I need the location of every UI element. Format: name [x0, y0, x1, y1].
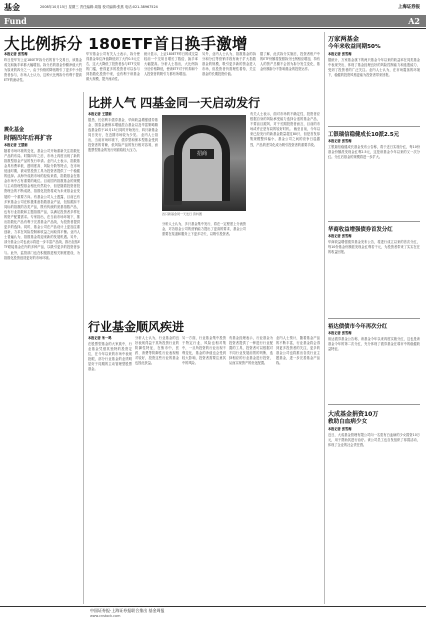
- left-body: 随着市场环境的变化，基金公司开始重新关注指数化产品的布局。时隔四年之后，市场上再度出现了新的指数型基金产品的发行申请。业内人士表示，指数基金具有费率低、透明度高、风险分散等特点，在市场低迷时期，被动型投资工具为投资者提供了一个稳健的选择。从海外成熟市场的经验来看，指数基金在基金市场中占有重要的地位。目前国内指数基金的规模与主动管理型基金相比仍然较小，但是随着投资者投资理念的不断成熟，指数化投资将成为未来基金业发展的一个重要方向。有基金公司人士透露，目前已有多家基金公司在积极准备指数基金产品，包括跟踪不同标的指数的各类产品，既有传统的宽基指数产品，也有行业指数和主题指数产品，以满足投资者多样化的资产配置需求。专家指出，在当前市场环境下，推出指数化产品有利于完善基金产品线，为投资者提供更多的选择。同时，基金公司在产品设计上更加注重创新，力求在风险控制和收益之间取得平衡。业内人士普遍认为，指数基金将迎来新的发展机遇。另外，部分基金公司也表示将进一步丰富产品线，推出包括ETF联接基金在内的多种产品，以吸引更多的投资者参与。此外，监管部门也在积极推进相关制度建设，为指数化投资创造更好的市场环境。: [4, 148, 80, 260]
- left-kicker: 震化基金: [4, 127, 25, 133]
- lead-column-2: [86, 52, 140, 90]
- sidebar-1-subhead: 今年来收益同期50%: [328, 44, 381, 50]
- sidebar-byline: 本报记者 张雪梅: [328, 52, 352, 56]
- lead-column-3: [144, 52, 198, 90]
- sidebar-4-text: [328, 331, 420, 399]
- section-bar: [0, 15, 426, 27]
- sidebar-body: 裕达债券基金公告称，该基金今年以来再度实施分红，这也是该基金今年的第二次分红，充分体现了债券基金在弱市中的稳健收益特征。: [328, 336, 420, 351]
- left-byline: 本报记者 王慧娟: [4, 143, 28, 147]
- story2-column-2: [162, 222, 246, 312]
- sidebar-separator: [328, 318, 420, 319]
- sidebar-5-text: [328, 427, 420, 603]
- sidebar-body: 华商收益增强债券基金发布公告，将进行成立以来的首次分红，每10份基金份额派发现金红利若干元，为投资者带来了实实在在的收益回报。: [328, 239, 420, 254]
- lead-byline: 本报记者 张雪梅: [4, 52, 28, 56]
- story2-headline: 比拼人气 四基金同一天启动发行: [88, 96, 261, 110]
- story2-text: 业内人士指出，当前市场环境下，债券型和保本型基金受到投资者的青睐，低风险产品的发行相对容易，而股票型基金的发行则面临较大压力。: [88, 132, 158, 153]
- sidebar-3-headline: 华商收益增强债券首发分红: [328, 227, 393, 233]
- story3-column-1: [88, 336, 132, 602]
- sidebar-byline: 本报记者 张雪梅: [328, 139, 352, 143]
- story3-column-3: [182, 336, 226, 602]
- lead-text: 华安基金公司有关人士表示，拆分使得基金单位净值降低到了大约0.5元左右，这大大降低了投资者参与ETF交易的门槛，使得更多的投资者可以参与到指数化投资中来，也有利于该基金做大规模，提升流动性。: [86, 52, 140, 82]
- story3-column-5: [276, 336, 320, 602]
- footer-text: 中国证券报·上海证券报联合推出 基金周报: [90, 608, 165, 613]
- newspaper-name: 上海证券报: [398, 5, 420, 10]
- sidebar-5-headline: 大成基金捐资10万: [328, 411, 379, 418]
- left-headline: 时隔四年后再扩容: [4, 135, 53, 142]
- sidebar-byline: 本报记者 张雪梅: [328, 234, 352, 238]
- story3-text: 分析人士认为，行业基金的良好表现得益于其所投资行业的防御性特征，在熊市中，医药、消费等防御性行业表现相对较好，投资这些行业的基金也因此获益。: [135, 336, 179, 366]
- sidebar-body: 据统计，万家基金旗下的两只基金今年以来的收益率在同类基金中表现突出，体现了基金经理良好的风险控制能力和选股能力，受到了投资者的广泛关注。业内人士认为，在市场震荡的环境下，稳健的投资风格更能为投资者带来回报。: [328, 57, 420, 77]
- issue-info: 2008年10月15日 星期三 责任编辑:周翔 校对编辑:张燕 电话:021-38967524: [40, 5, 158, 9]
- header-rule: [0, 28, 426, 29]
- section-label: Fund: [4, 16, 27, 26]
- lead-text: 统计显示，上证180ETF昨日的成交量较前一个交易日增长了数倍，换手率大幅提高。分析人士指出，大比例拆分后价格降低，使该ETF对于机构和个人投资者的吸引力都有所增加。: [144, 52, 198, 77]
- lead-column-4: [202, 52, 256, 90]
- sidebar-4-headline: 裕达债债市今年再次分红: [328, 324, 388, 330]
- story2-text: 有关人士表示，面对市场的不确定性，投资者应根据自身的风险承受能力选择合适的基金产品，不要盲目跟风，对于长期投资者而言，目前的市场或许正是布局的较好时机。: [250, 112, 320, 132]
- story2-text: 据悉，长信利丰债券基金、华商收益增强债券基金、国泰金鹿保本增值混合基金以及华富策略精选基金将于10月15日同时开始发行，四只新基金同日发行，在近期市场较为少见。: [88, 117, 158, 137]
- story3-text: 业内人士预计，随着基金产品的不断丰富，行业基金将会得到更多投资者的关注，更多的基金公司也将推出各类行业主题基金，进一步完善基金产品线。: [276, 336, 320, 366]
- sidebar-2-text: [328, 139, 420, 217]
- story3-column-2: [135, 336, 179, 602]
- photo-arch-inner: [182, 133, 222, 201]
- lead-text: 据了解，此次拆分实施后，投资者账户中的ETF份额将按照拆分比例相应增加，持有人的资产总额不会因为拆分发生变化，基金份额拆分不影响基金的投资运作。: [260, 52, 320, 72]
- column-divider: [83, 92, 84, 604]
- news-photo: [162, 115, 246, 211]
- sidebar-separator: [328, 126, 420, 127]
- photo-sign: [190, 149, 214, 159]
- story3-text: 在股票型基金的大家族中，行业基金凭借其独特的投资定位，在今年以来的市场中表现抢眼，部分行业基金的业绩明显好于同期的主动管理型股票基金。: [88, 341, 132, 372]
- story3-headline: 行业基金顺风疾进: [88, 320, 185, 334]
- sidebar-body: 近日，大成基金管理有限公司向一名患有白血病的少女捐资10万元，用于帮助其进行治疗。该公司员工也自发组织了募捐活动，体现了企业的社会责任感。: [328, 432, 420, 447]
- sidebar-separator: [328, 404, 420, 405]
- sidebar-5-subhead: 救助白血病少女: [328, 419, 368, 425]
- lead-column-5: [260, 52, 320, 90]
- story2-byline: 本报记者 王慧娟: [88, 112, 112, 116]
- lead-text: 昨日是华安上证180ETF拆分后的首个交易日，该基金成交和换手率都大幅增加。拆分后的基金份额净值大约为原来的四分之一，由于价格的降低吸引了更多中小投资者参与，市场人士认为，这种大比例拆分有利于提高ETF的流动性。: [4, 57, 82, 83]
- sidebar-separator: [328, 221, 420, 222]
- story2-text: 截至目前，今年以来已经发行的新基金数量超过80只，但是首发募集规模整体偏小，基金公司之间的竞争日趋激烈，产品的差异化成为吸引投资者的重要手段。: [250, 127, 320, 147]
- story3-byline: 本报记者 朱一鸣: [88, 336, 112, 340]
- story2-column-3: [250, 112, 320, 312]
- sidebar-byline: 本报记者 张雪梅: [328, 427, 352, 431]
- lead-text: 另外，业内人士认为，指数基金的拆分和分红等营销手段有助于扩大指数基金的规模，吸引更多新的资金进入市场，但投资者仍需理性看待，关注基金的长期投资价值。: [202, 52, 256, 77]
- sidebar-2-headline: 工银瑞信稳健成长10派2.5元: [328, 132, 399, 138]
- lead-column-1: [4, 52, 82, 90]
- page-number: A2: [408, 16, 420, 26]
- footer-rule: [0, 606, 426, 607]
- sidebar-body: 工银瑞信稳健成长基金发布公告称，将于近日实施分红，每10份基金份额派发现金红利2.5元，这是该基金今年以来的又一次分红。分红后基金的规模将进一步扩大。: [328, 144, 420, 159]
- photo-caption: 四只新基金同一天发行 资料图: [162, 212, 202, 216]
- story3-text: 有基金经理表示，行业基金为投资者提供了一种进行行业配置的工具，投资者可以根据对不同行业发展前景的判断，选择相应的行业基金进行投资，从而实现资产的优化配置。: [229, 336, 273, 366]
- footer-url: www.cnstock.com: [90, 614, 121, 618]
- left-column-text: [4, 143, 80, 603]
- story2-text: 分析人士认为，多只基金集中发行，将在一定程度上分流资金，对各基金公司的营销能力提出了更高的要求，基金公司需要在渠道和服务上下更多功夫，以吸引投资者。: [162, 222, 246, 237]
- section-title: 基金: [4, 2, 20, 12]
- photo-sign-text: 招商: [196, 151, 207, 157]
- story2-column-1: [88, 112, 158, 312]
- sidebar-byline: 本报记者 张雪梅: [328, 331, 352, 335]
- masthead: [0, 0, 426, 14]
- story3-column-4: [229, 336, 273, 602]
- sidebar-divider: [324, 32, 325, 604]
- sidebar-3-text: [328, 234, 420, 314]
- sidebar-1-headline: 万家两基金: [328, 36, 359, 43]
- story3-text: 另一方面，行业基金集中投资于特定行业，风险也相对集中，一旦所投资的行业出现不利变化，基金的净值也会受到较大影响，投资者需要注意其中的风险。: [182, 336, 226, 366]
- sidebar-1-text: [328, 52, 420, 122]
- lead-headline: 大比例拆分 180ETF首日换手激增: [4, 35, 248, 53]
